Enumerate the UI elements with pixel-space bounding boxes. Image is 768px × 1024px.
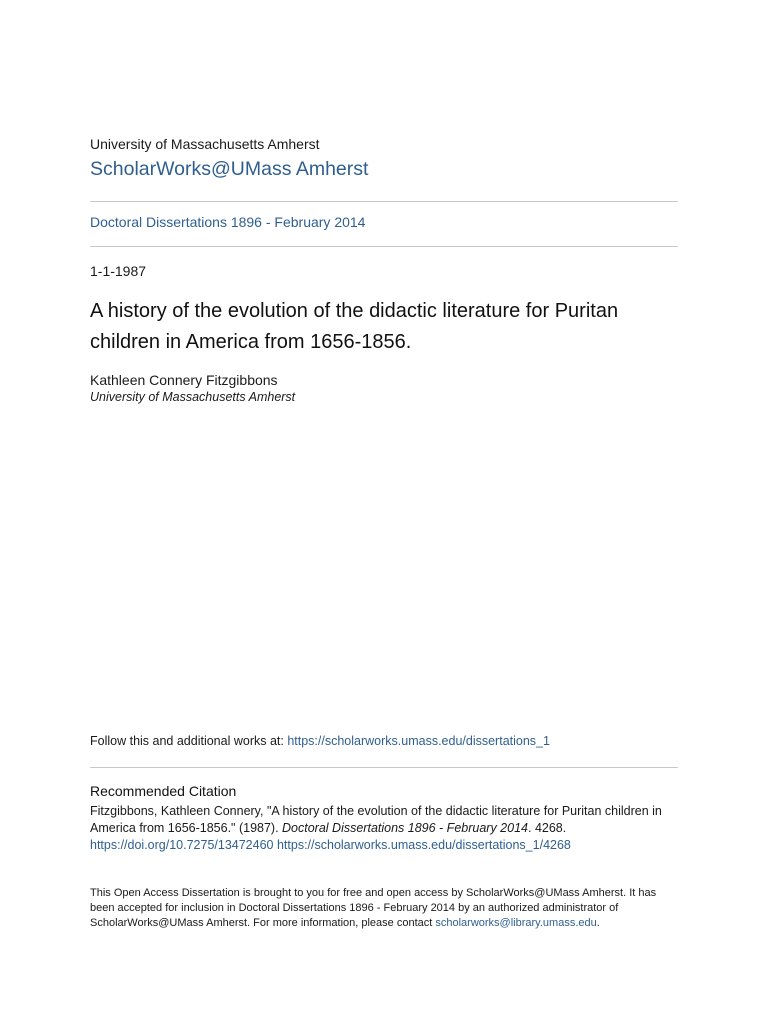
citation-url-link[interactable]: https://scholarworks.umass.edu/dissertations_1/4268 [276,838,571,852]
divider-citation [90,767,678,768]
cover-page [90,0,678,1024]
divider-collection [90,246,678,247]
citation-number: . 4268. [528,821,567,835]
divider-top [90,201,678,202]
author-affiliation: University of Massachusetts Amherst [90,390,296,404]
citation-heading: Recommended Citation [90,783,237,799]
follow-line [90,734,550,748]
collection-link[interactable]: Doctoral Dissertations 1896 - February 2014 [90,214,366,230]
institution-name: University of Massachusetts Amherst [90,136,320,152]
author-name: Kathleen Connery Fitzgibbons [90,372,278,388]
contact-email-link[interactable]: scholarworks@library.umass.edu [435,917,597,929]
citation-text: Fitzgibbons, Kathleen Connery, "A history of the evolution of the didactic literature for Puritan children in America from 1656-1856." (1987). [90,804,662,835]
publication-date: 1-1-1987 [90,263,147,279]
follow-label: Follow this and additional works at: [90,734,288,748]
notice-end: . [596,917,600,929]
repository-link[interactable]: ScholarWorks@UMass Amherst [90,158,369,180]
open-access-notice [90,886,678,931]
follow-link[interactable]: https://scholarworks.umass.edu/dissertations_1 [287,734,550,748]
citation-block [90,803,678,854]
doi-link[interactable]: https://doi.org/10.7275/13472460 [90,838,274,852]
citation-series: Doctoral Dissertations 1896 - February 2014 [282,821,528,835]
document-title: A history of the evolution of the didactic literature for Puritan children in America from 1656-1856. [90,300,619,353]
notice-text: This Open Access Dissertation is brought to you for free and open access by ScholarWorks@UMass Amherst. It has been accepted for inclusion in Doctoral Dissertations 1896 - February 2014 by an authorized administrator of ScholarWorks@UMass Amherst. For more information, please contact [90,887,657,929]
